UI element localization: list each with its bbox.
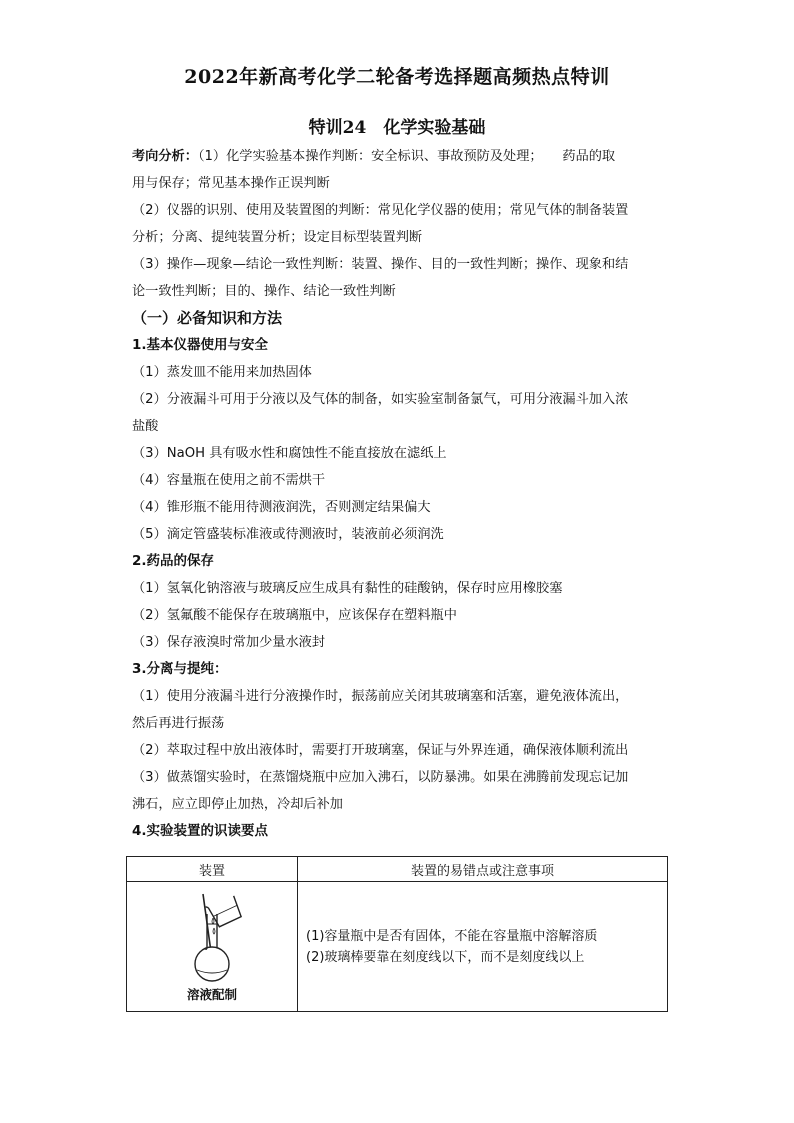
paragraph-line: （2）分液漏斗可用于分液以及气体的制备，如实验室制备氯气，可用分液漏斗加入浓 xyxy=(132,392,629,407)
intro-line-6: 论一致性判断；目的、操作、结论一致性判断 xyxy=(132,284,396,299)
paragraph-line: （1）蒸发皿不能用来加热固体 xyxy=(132,365,312,380)
apparatus-figure-cell xyxy=(127,882,298,1012)
paragraph-line: （4）锥形瓶不能用待测液润洗，否则测定结果偏大 xyxy=(132,500,431,515)
intro-line-1: 考向分析：（1）化学实验基本操作判断：安全标识、事故预防及处理； 药品的取 xyxy=(132,149,616,164)
figure-caption: 溶液配制 xyxy=(186,987,237,1002)
paragraph-line: （2）氢氟酸不能保存在玻璃瓶中，应该保存在塑料瓶中 xyxy=(132,608,457,623)
paragraph-line: （3）NaOH 具有吸水性和腐蚀性不能直接放在滤纸上 xyxy=(132,446,447,461)
paragraph-line: （1）氢氧化钠溶液与玻璃反应生成具有黏性的硅酸钠，保存时应用橡胶塞 xyxy=(132,581,563,596)
paragraph-line: 盐酸 xyxy=(132,419,159,434)
paragraph-line: （3）做蒸馏实验时，在蒸馏烧瓶中应加入沸石，以防暴沸。如果在沸腾前发现忘记加 xyxy=(132,770,629,785)
paragraph-line: 沸石，应立即停止加热，冷却后补加 xyxy=(132,797,343,812)
paragraph-line: （1）使用分液漏斗进行分液操作时，振荡前应关闭其玻璃塞和活塞，避免液体流出， xyxy=(132,689,629,704)
paragraph-line: （5）滴定管盛装标准液或待测液时，装液前必须润洗 xyxy=(132,527,444,542)
note-line: (1)容量瓶中是否有固体，不能在容量瓶中溶解溶质 xyxy=(306,928,598,944)
beaker-icon xyxy=(206,894,243,928)
intro-label: 考向分析： xyxy=(132,149,198,164)
intro-line-2: 用与保存；常见基本操作正误判断 xyxy=(132,176,330,191)
document-title: 2022年新高考化学二轮备考选择题高频热点特训 xyxy=(184,66,610,88)
paragraph-line: （3）保存液溴时常加少量水液封 xyxy=(132,635,326,650)
document-subtitle: 特训24 化学实验基础 xyxy=(308,118,486,138)
section-heading: （一）必备知识和方法 xyxy=(132,309,283,327)
heading-3: 3.分离与提纯： xyxy=(132,661,228,677)
notes-cell xyxy=(298,882,668,1012)
apparatus-table xyxy=(126,856,668,1012)
table-row xyxy=(127,882,668,1012)
paragraph-line: （4）容量瓶在使用之前不需烘干 xyxy=(132,473,326,488)
intro-line-3: （2）仪器的识别、使用及装置图的判断：常见化学仪器的使用；常见气体的制备装置 xyxy=(132,203,629,218)
table-header-row xyxy=(127,857,668,882)
intro-line-5: （3）操作—现象—结论一致性判断：装置、操作、目的一致性判断；操作、现象和结 xyxy=(132,257,629,272)
heading-1: 1.基本仪器使用与安全 xyxy=(132,337,269,353)
heading-4: 4.实验装置的识读要点 xyxy=(132,823,269,839)
paragraph-line: 然后再进行振荡 xyxy=(132,716,225,731)
table-header-notes: 装置的易错点或注意事项 xyxy=(298,857,668,882)
document-body xyxy=(132,143,672,845)
paragraph-line: （2）萃取过程中放出液体时，需要打开玻璃塞，保证与外界连通，确保液体顺利流出 xyxy=(132,743,629,758)
intro-line-4: 分析；分离、提纯装置分析；设定目标型装置判断 xyxy=(132,230,423,245)
heading-2: 2.药品的保存 xyxy=(132,553,215,569)
table-header-apparatus: 装置 xyxy=(127,857,298,882)
volumetric-flask-illustration xyxy=(167,890,257,985)
note-line: (2)玻璃棒要靠在刻度线以下，而不是刻度线以上 xyxy=(306,949,585,965)
